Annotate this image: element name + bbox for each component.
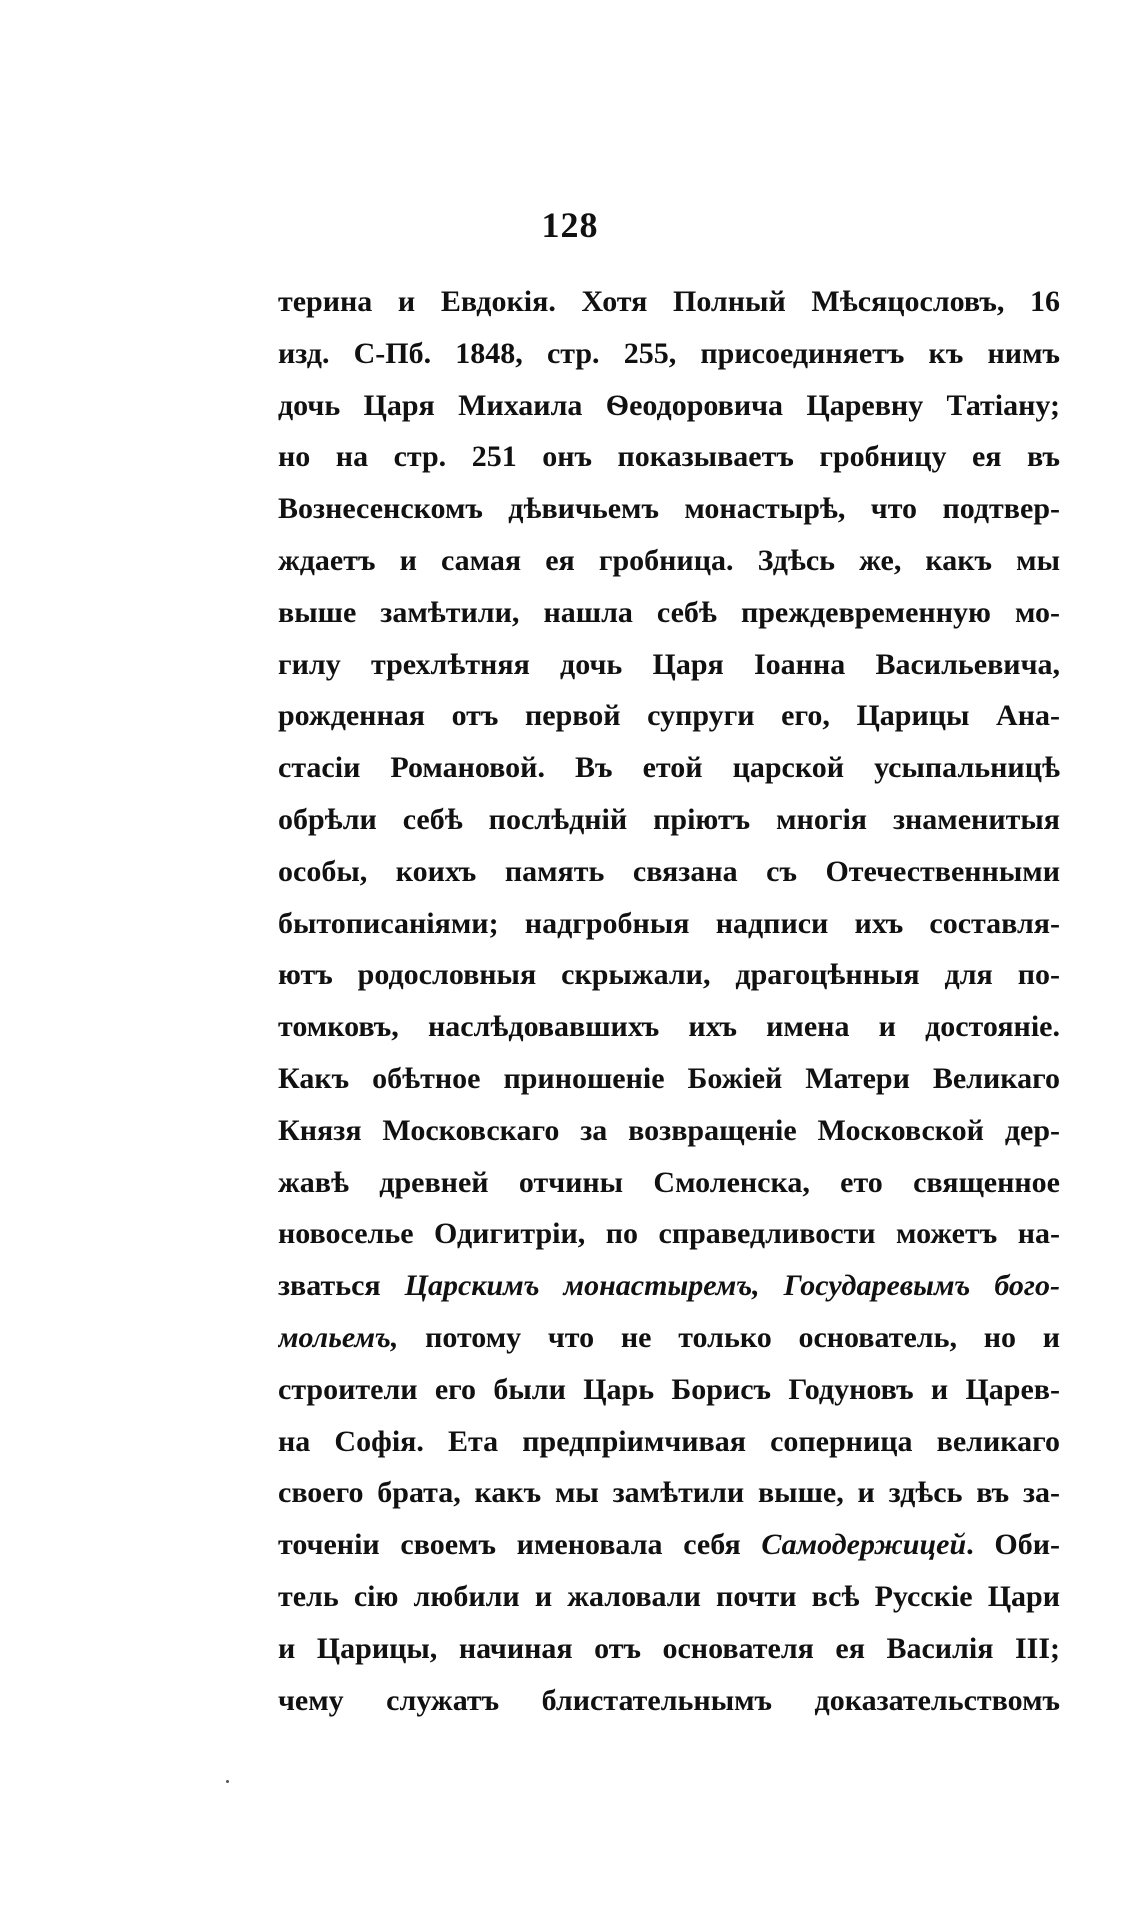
text-line-mixed (278, 1519, 1060, 1571)
text-line: обрѣли себѣ послѣдній пріютъ многія знаменитыя (278, 802, 1060, 836)
text-run: зваться (278, 1269, 405, 1303)
text-line: особы, коихъ память связана съ Отечественными (278, 854, 1060, 888)
text-line: но на стр. 251 онъ показываетъ гробницу ея въ (278, 440, 1060, 474)
print-speck (226, 1780, 229, 1783)
text-run: точеніи своемъ именовала себя (278, 1528, 762, 1562)
italic-run: мольемъ, (278, 1320, 399, 1354)
text-line: строители его были Царь Борисъ Годуновъ и Царев- (278, 1372, 1060, 1406)
text-line: ютъ родословныя скрыжали, драгоцѣнныя для по- (278, 958, 1060, 992)
text-line: выше замѣтили, нашла себѣ преждевременную мо- (278, 595, 1060, 629)
text-line: жавѣ древней отчины Смоленска, ето священное (278, 1165, 1060, 1199)
text-line: Князя Московскаго за возвращеніе Московской дер- (278, 1113, 1060, 1147)
text-line: своего брата, какъ мы замѣтили выше, и здѣсь въ за- (278, 1476, 1060, 1510)
italic-run: Самодержицей (761, 1528, 967, 1562)
text-line: терина и Евдокія. Хотя Полный Мѣсяцословъ, 16 (278, 285, 1060, 318)
text-line: Вознесенскомъ дѣвичьемъ монастырѣ, что подтвер- (278, 492, 1060, 526)
text-line-mixed (278, 1312, 1060, 1364)
text-run: потому что не только основатель, но и (398, 1320, 1060, 1354)
text-line: чему служатъ блистательнымъ доказательствомъ (278, 1683, 1060, 1717)
text-line: Какъ обѣтное приношеніе Божіей Матери Великаго (278, 1061, 1060, 1095)
text-line: томковъ, наслѣдовавшихъ ихъ имена и достояніе. (278, 1010, 1060, 1044)
text-run: . Оби- (966, 1528, 1060, 1562)
text-line: ждаетъ и самая ея гробница. Здѣсь же, какъ мы (278, 543, 1060, 577)
text-line: изд. С-Пб. 1848, стр. 255, присоединяетъ къ нимъ (278, 336, 1060, 370)
text-line: новоселье Одигитріи, по справедливости можетъ на- (278, 1217, 1060, 1251)
text-line: тель сію любили и жаловали почти всѣ Русскіе Цари (278, 1579, 1060, 1613)
text-line-mixed (278, 1260, 1060, 1312)
text-line: бытописаніями; надгробныя надписи ихъ составля- (278, 906, 1060, 940)
page-number: 128 (541, 205, 599, 245)
body-text (278, 276, 1060, 1726)
text-line: стасіи Романовой. Въ етой царской усыпальницѣ (278, 751, 1060, 785)
text-line: гилу трехлѣтняя дочь Царя Іоанна Васильевича, (278, 647, 1060, 681)
italic-run: Царскимъ монастыремъ, Государевымъ бого- (404, 1269, 1060, 1303)
text-line: на Софія. Ета предпріимчивая соперница великаго (278, 1424, 1060, 1458)
text-line: дочь Царя Михаила Ѳеодоровича Царевну Татіану; (278, 388, 1060, 422)
text-line: и Царицы, начиная отъ основателя ея Василія III; (278, 1631, 1060, 1665)
text-line: рожденная отъ первой супруги его, Царицы Ана- (278, 699, 1060, 733)
